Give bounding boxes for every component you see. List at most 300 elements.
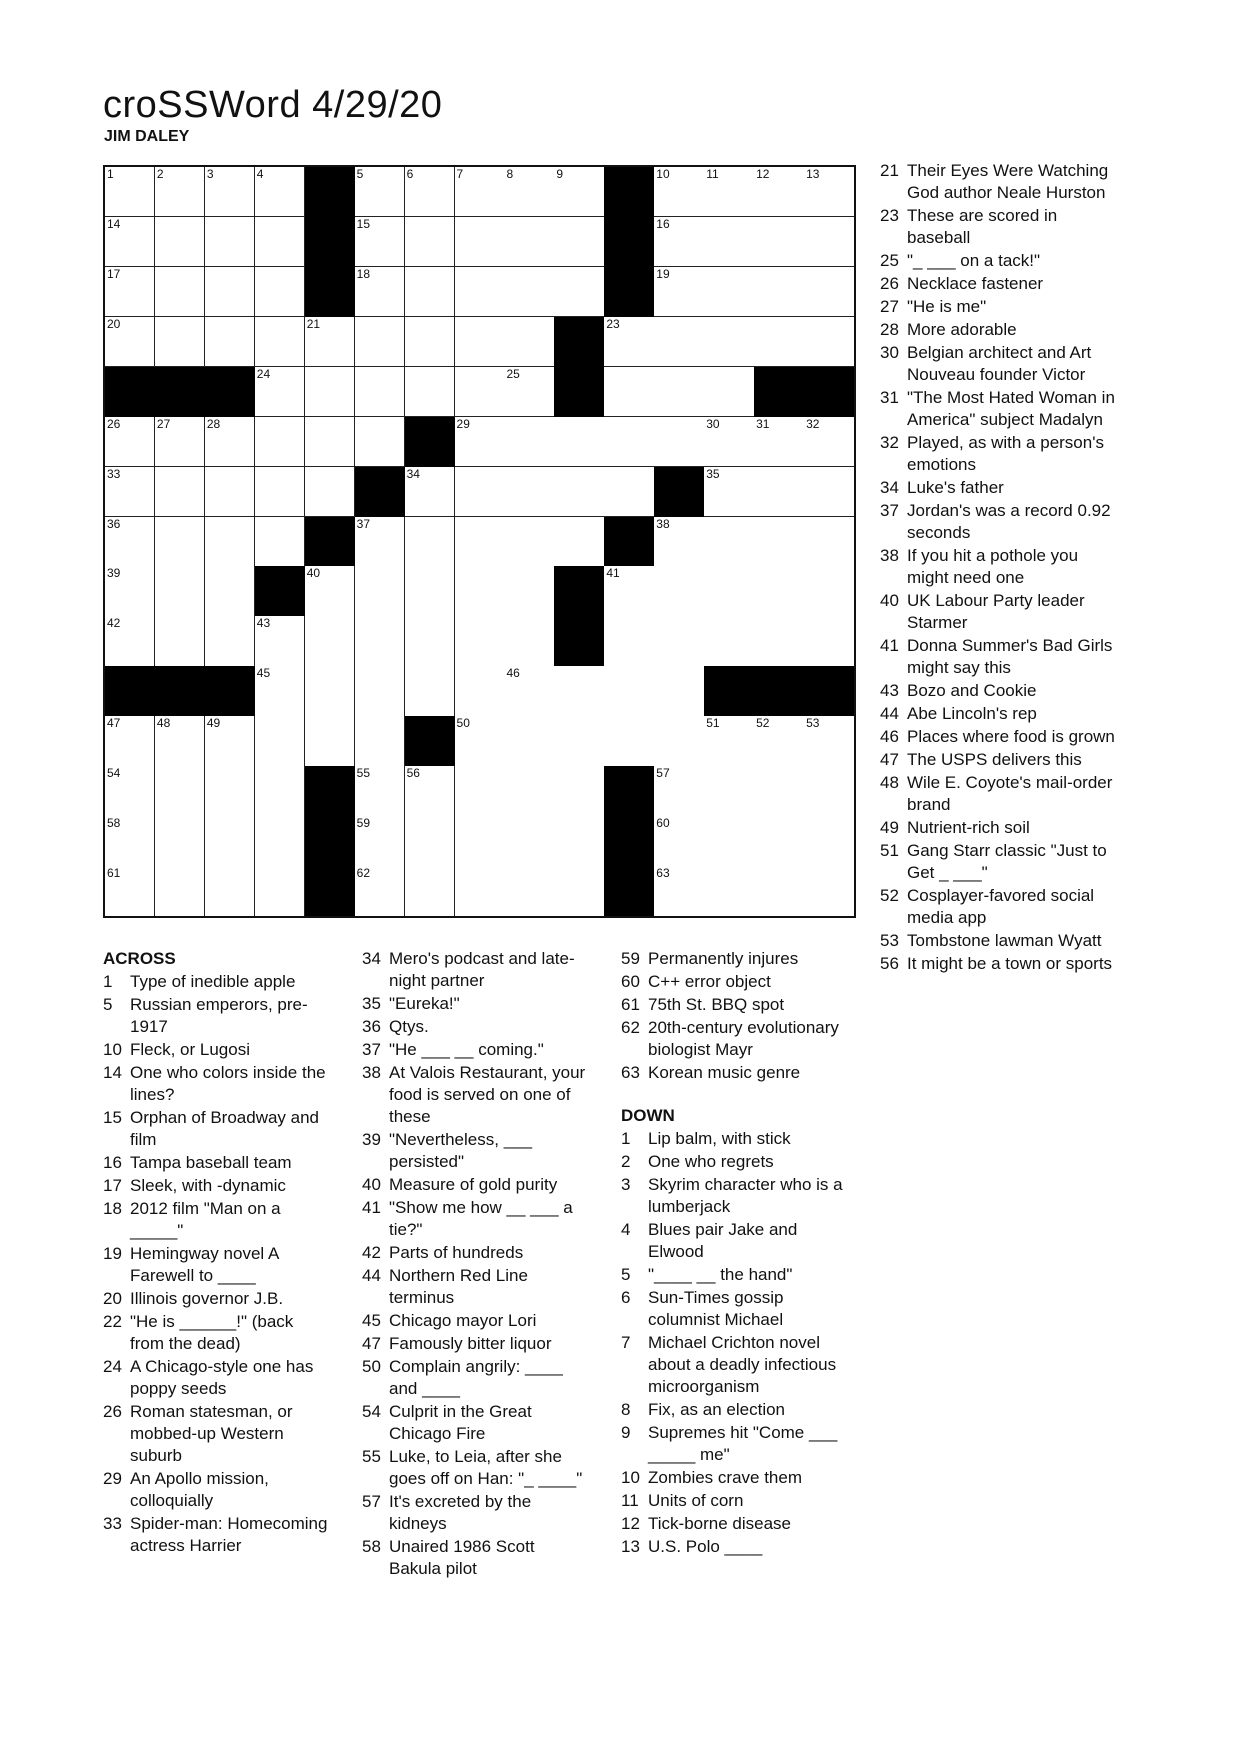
- grid-cell[interactable]: [255, 517, 305, 567]
- grid-cell[interactable]: [405, 766, 455, 816]
- grid-cell[interactable]: [355, 217, 405, 267]
- clue-item: [880, 250, 1115, 272]
- clue-item: [103, 1243, 328, 1287]
- clue-text: It's excreted by the kidneys: [389, 1492, 532, 1533]
- grid-cell[interactable]: [155, 217, 205, 267]
- clue-item: [880, 749, 1115, 771]
- grid-block: [205, 367, 255, 417]
- clue-text: 20th-century evolutionary biologist Mayr: [648, 1018, 839, 1059]
- grid-cell[interactable]: [205, 766, 255, 816]
- clue-item: [103, 1311, 328, 1355]
- grid-block: [754, 666, 804, 716]
- grid-cell[interactable]: [704, 716, 754, 766]
- grid-cell[interactable]: [405, 267, 455, 317]
- grid-cell[interactable]: [155, 716, 205, 766]
- grid-cell[interactable]: [754, 467, 804, 517]
- grid-cell[interactable]: [105, 467, 155, 517]
- grid-cell[interactable]: [804, 267, 854, 317]
- grid-cell[interactable]: [405, 866, 455, 916]
- grid-cell[interactable]: [504, 666, 554, 716]
- grid-cell[interactable]: [754, 317, 804, 367]
- grid-cell[interactable]: [804, 217, 854, 267]
- clue-item: [621, 1287, 856, 1331]
- grid-cell[interactable]: [804, 317, 854, 367]
- grid-cell[interactable]: [205, 517, 255, 567]
- grid-block: [405, 716, 455, 766]
- clue-number: 26: [103, 1402, 122, 1421]
- grid-cell[interactable]: [654, 566, 704, 616]
- grid-block: [305, 217, 355, 267]
- cell-number: 48: [156, 716, 171, 731]
- grid-cell[interactable]: [804, 716, 854, 766]
- grid-cell[interactable]: [504, 267, 554, 317]
- grid-cell[interactable]: [355, 866, 405, 916]
- grid-cell[interactable]: [754, 816, 804, 866]
- clue-item: [103, 971, 328, 993]
- grid-cell[interactable]: [155, 417, 205, 467]
- grid-cell[interactable]: [804, 467, 854, 517]
- grid-cell[interactable]: [255, 766, 305, 816]
- grid-cell[interactable]: [205, 167, 255, 217]
- grid-cell[interactable]: [554, 267, 604, 317]
- clue-number: 29: [103, 1469, 122, 1488]
- grid-cell[interactable]: [704, 766, 754, 816]
- clue-item: [362, 1016, 587, 1038]
- clue-number: 12: [621, 1514, 640, 1533]
- grid-cell[interactable]: [155, 467, 205, 517]
- grid-cell[interactable]: [255, 267, 305, 317]
- clue-text: "He ___ __ coming.": [389, 1040, 544, 1059]
- cell-number: 55: [356, 766, 371, 781]
- clue-item: [362, 1491, 587, 1535]
- cell-number: 6: [406, 167, 414, 181]
- clue-item: [621, 1399, 856, 1421]
- clue-item: [880, 817, 1115, 839]
- clue-number: 6: [621, 1288, 631, 1307]
- clue-text: Luke, to Leia, after she goes off on Han: "_ ____": [389, 1447, 583, 1488]
- grid-cell[interactable]: [604, 417, 654, 467]
- grid-cell[interactable]: [455, 317, 505, 367]
- grid-cell[interactable]: [604, 616, 654, 666]
- grid-cell[interactable]: [504, 716, 554, 766]
- cell-number: 18: [356, 266, 371, 281]
- grid-cell[interactable]: [305, 616, 355, 666]
- grid-cell[interactable]: [455, 816, 505, 866]
- cell-number: 45: [256, 666, 271, 681]
- grid-cell[interactable]: [504, 217, 554, 267]
- grid-cell[interactable]: [405, 666, 455, 716]
- grid-cell[interactable]: [704, 217, 754, 267]
- grid-cell[interactable]: [455, 167, 505, 217]
- grid-block: [554, 566, 604, 616]
- clue-number: 57: [362, 1492, 381, 1511]
- grid-cell[interactable]: [305, 566, 355, 616]
- grid-cell[interactable]: [305, 666, 355, 716]
- clue-item: [362, 948, 587, 992]
- clue-text: Luke's father: [907, 478, 1004, 497]
- grid-cell[interactable]: [255, 716, 305, 766]
- grid-cell[interactable]: [405, 517, 455, 567]
- grid-cell[interactable]: [255, 666, 305, 716]
- grid-cell[interactable]: [155, 167, 205, 217]
- grid-cell[interactable]: [654, 666, 704, 716]
- grid-cell[interactable]: [754, 167, 804, 217]
- clue-item: [103, 1288, 328, 1310]
- clue-number: 17: [103, 1176, 122, 1195]
- grid-cell[interactable]: [554, 417, 604, 467]
- grid-cell[interactable]: [155, 517, 205, 567]
- grid-cell[interactable]: [554, 517, 604, 567]
- grid-block: [754, 367, 804, 417]
- grid-cell[interactable]: [105, 816, 155, 866]
- grid-cell[interactable]: [355, 666, 405, 716]
- clue-number: 34: [362, 949, 381, 968]
- grid-cell[interactable]: [754, 716, 804, 766]
- grid-cell[interactable]: [804, 766, 854, 816]
- clue-text: Their Eyes Were Watching God author Neale Hurston: [907, 161, 1109, 202]
- grid-cell[interactable]: [654, 367, 704, 417]
- grid-cell[interactable]: [504, 616, 554, 666]
- grid-cell[interactable]: [654, 167, 704, 217]
- grid-cell[interactable]: [105, 566, 155, 616]
- clue-text: Unaired 1986 Scott Bakula pilot: [389, 1537, 535, 1578]
- grid-cell[interactable]: [604, 317, 654, 367]
- grid-cell[interactable]: [105, 517, 155, 567]
- grid-cell[interactable]: [704, 367, 754, 417]
- grid-cell[interactable]: [554, 167, 604, 217]
- clue-item: [362, 1265, 587, 1309]
- clue-text: The USPS delivers this: [907, 750, 1082, 769]
- grid-cell[interactable]: [554, 666, 604, 716]
- grid-cell[interactable]: [754, 866, 804, 916]
- grid-cell[interactable]: [105, 866, 155, 916]
- grid-cell[interactable]: [355, 517, 405, 567]
- grid-cell[interactable]: [604, 716, 654, 766]
- grid-cell[interactable]: [604, 566, 654, 616]
- grid-cell[interactable]: [105, 616, 155, 666]
- cell-number: 7: [456, 167, 464, 181]
- clue-text: Wile E. Coyote's mail-order brand: [907, 773, 1113, 814]
- grid-cell[interactable]: [205, 616, 255, 666]
- grid-cell[interactable]: [754, 217, 804, 267]
- cell-number: 58: [107, 816, 121, 831]
- grid-cell[interactable]: [754, 517, 804, 567]
- clue-number: 36: [362, 1017, 381, 1036]
- grid-cell[interactable]: [754, 766, 804, 816]
- grid-cell[interactable]: [405, 616, 455, 666]
- grid-cell[interactable]: [654, 616, 704, 666]
- grid-cell[interactable]: [205, 317, 255, 367]
- grid-cell[interactable]: [355, 267, 405, 317]
- clue-text: "Show me how __ ___ a tie?": [389, 1198, 573, 1239]
- cell-number: 25: [506, 366, 520, 381]
- grid-cell[interactable]: [754, 566, 804, 616]
- grid-cell[interactable]: [504, 766, 554, 816]
- clue-number: 41: [880, 636, 899, 655]
- grid-cell[interactable]: [754, 267, 804, 317]
- grid-cell[interactable]: [255, 217, 305, 267]
- clue-number: 52: [880, 886, 899, 905]
- grid-cell[interactable]: [455, 467, 505, 517]
- grid-cell[interactable]: [105, 716, 155, 766]
- clue-number: 28: [880, 320, 899, 339]
- grid-cell[interactable]: [554, 716, 604, 766]
- clue-text: "The Most Hated Woman in America" subject Madalyn: [907, 388, 1115, 429]
- grid-block: [604, 267, 654, 317]
- grid-cell[interactable]: [405, 816, 455, 866]
- grid-cell[interactable]: [504, 517, 554, 567]
- grid-cell[interactable]: [455, 367, 505, 417]
- grid-cell[interactable]: [155, 766, 205, 816]
- grid-cell[interactable]: [504, 467, 554, 517]
- grid-cell[interactable]: [455, 267, 505, 317]
- cell-number: 38: [656, 516, 670, 531]
- grid-cell[interactable]: [405, 167, 455, 217]
- grid-cell[interactable]: [255, 167, 305, 217]
- clue-item: [103, 1198, 328, 1242]
- clue-item: [880, 703, 1115, 725]
- grid-cell[interactable]: [704, 616, 754, 666]
- grid-cell[interactable]: [654, 816, 704, 866]
- grid-cell[interactable]: [355, 766, 405, 816]
- clue-item: [103, 1401, 328, 1467]
- grid-cell[interactable]: [205, 866, 255, 916]
- grid-cell[interactable]: [654, 517, 704, 567]
- grid-cell[interactable]: [654, 866, 704, 916]
- clue-number: 40: [362, 1175, 381, 1194]
- clue-number: 48: [880, 773, 899, 792]
- grid-cell[interactable]: [105, 267, 155, 317]
- clue-number: 32: [880, 433, 899, 452]
- grid-cell[interactable]: [355, 816, 405, 866]
- clue-text: Fleck, or Lugosi: [130, 1040, 250, 1059]
- grid-cell[interactable]: [504, 866, 554, 916]
- grid-cell[interactable]: [255, 866, 305, 916]
- clue-item: [362, 1039, 587, 1061]
- grid-cell[interactable]: [704, 417, 754, 467]
- grid-cell[interactable]: [554, 866, 604, 916]
- grid-cell[interactable]: [355, 417, 405, 467]
- grid-cell[interactable]: [205, 467, 255, 517]
- grid-cell[interactable]: [255, 616, 305, 666]
- grid-cell[interactable]: [255, 816, 305, 866]
- grid-cell[interactable]: [455, 766, 505, 816]
- cell-number: 11: [706, 167, 719, 181]
- grid-cell[interactable]: [455, 417, 505, 467]
- grid-cell[interactable]: [205, 566, 255, 616]
- grid-cell[interactable]: [654, 317, 704, 367]
- clue-text: Tombstone lawman Wyatt: [907, 931, 1102, 950]
- grid-cell[interactable]: [105, 417, 155, 467]
- grid-cell[interactable]: [405, 217, 455, 267]
- grid-cell[interactable]: [205, 267, 255, 317]
- grid-cell[interactable]: [504, 367, 554, 417]
- grid-block: [704, 666, 754, 716]
- grid-cell[interactable]: [804, 517, 854, 567]
- grid-cell[interactable]: [255, 317, 305, 367]
- cell-number: 29: [456, 416, 470, 431]
- grid-cell[interactable]: [804, 566, 854, 616]
- grid-cell[interactable]: [455, 517, 505, 567]
- grid-block: [255, 566, 305, 616]
- grid-cell[interactable]: [654, 716, 704, 766]
- grid-block: [604, 816, 654, 866]
- grid-cell[interactable]: [704, 866, 754, 916]
- grid-cell[interactable]: [205, 217, 255, 267]
- grid-block: [604, 517, 654, 567]
- grid-cell[interactable]: [105, 766, 155, 816]
- grid-cell[interactable]: [504, 317, 554, 367]
- grid-cell[interactable]: [704, 467, 754, 517]
- grid-cell[interactable]: [405, 317, 455, 367]
- clue-text: Mero's podcast and late-night partner: [389, 949, 575, 990]
- grid-block: [305, 816, 355, 866]
- grid-cell[interactable]: [455, 666, 505, 716]
- grid-cell[interactable]: [155, 816, 205, 866]
- grid-cell[interactable]: [205, 417, 255, 467]
- grid-cell[interactable]: [155, 317, 205, 367]
- grid-cell[interactable]: [455, 866, 505, 916]
- grid-block: [155, 666, 205, 716]
- grid-cell[interactable]: [554, 467, 604, 517]
- clue-item: [880, 477, 1115, 499]
- grid-cell[interactable]: [504, 566, 554, 616]
- grid-cell[interactable]: [804, 417, 854, 467]
- clue-text: Hemingway novel A Farewell to ____: [130, 1244, 279, 1285]
- grid-cell[interactable]: [405, 467, 455, 517]
- grid-cell[interactable]: [455, 217, 505, 267]
- grid-cell[interactable]: [554, 816, 604, 866]
- grid-cell[interactable]: [455, 616, 505, 666]
- grid-cell[interactable]: [255, 367, 305, 417]
- cell-number: 33: [107, 466, 121, 481]
- clue-text: Places where food is grown: [907, 727, 1115, 746]
- grid-cell[interactable]: [355, 367, 405, 417]
- grid-cell[interactable]: [305, 367, 355, 417]
- clue-text: Tampa baseball team: [130, 1153, 292, 1172]
- grid-cell[interactable]: [504, 417, 554, 467]
- grid-cell[interactable]: [704, 317, 754, 367]
- clue-text: Cosplayer-favored social media app: [907, 886, 1095, 927]
- grid-cell[interactable]: [155, 566, 205, 616]
- grid-cell[interactable]: [305, 467, 355, 517]
- clue-text: A Chicago-style one has poppy seeds: [130, 1357, 314, 1398]
- grid-cell[interactable]: [604, 467, 654, 517]
- grid-cell[interactable]: [305, 716, 355, 766]
- clue-number: 19: [103, 1244, 122, 1263]
- clue-item: [362, 1062, 587, 1128]
- grid-cell[interactable]: [754, 616, 804, 666]
- grid-block: [305, 866, 355, 916]
- grid-cell[interactable]: [155, 267, 205, 317]
- grid-cell[interactable]: [455, 566, 505, 616]
- grid-cell[interactable]: [804, 866, 854, 916]
- grid-block: [804, 367, 854, 417]
- clue-number: 5: [103, 995, 113, 1014]
- grid-cell[interactable]: [804, 616, 854, 666]
- grid-cell[interactable]: [355, 566, 405, 616]
- clue-number: 51: [880, 841, 899, 860]
- cell-number: 30: [706, 416, 720, 431]
- clue-number: 37: [362, 1040, 381, 1059]
- grid-cell[interactable]: [355, 716, 405, 766]
- grid-cell[interactable]: [355, 616, 405, 666]
- grid-cell[interactable]: [754, 417, 804, 467]
- clue-number: 14: [103, 1063, 122, 1082]
- clue-number: 56: [880, 954, 899, 973]
- grid-cell[interactable]: [504, 167, 554, 217]
- grid-cell[interactable]: [205, 816, 255, 866]
- clue-number: 61: [621, 995, 640, 1014]
- grid-cell[interactable]: [604, 666, 654, 716]
- grid-cell[interactable]: [405, 367, 455, 417]
- grid-cell[interactable]: [504, 816, 554, 866]
- clue-number: 16: [103, 1153, 122, 1172]
- grid-cell[interactable]: [704, 167, 754, 217]
- clue-number: 9: [621, 1423, 631, 1442]
- grid-cell[interactable]: [355, 317, 405, 367]
- cell-number: 15: [356, 216, 371, 231]
- grid-cell[interactable]: [105, 317, 155, 367]
- clue-text: Russian emperors, pre-1917: [130, 995, 308, 1036]
- grid-cell[interactable]: [804, 167, 854, 217]
- grid-cell[interactable]: [654, 267, 704, 317]
- grid-cell[interactable]: [704, 816, 754, 866]
- grid-cell[interactable]: [654, 766, 704, 816]
- grid-cell[interactable]: [604, 367, 654, 417]
- grid-cell[interactable]: [455, 716, 505, 766]
- grid-cell[interactable]: [654, 217, 704, 267]
- grid-cell[interactable]: [704, 517, 754, 567]
- clue-item: [103, 1062, 328, 1106]
- grid-cell[interactable]: [405, 566, 455, 616]
- cell-number: 17: [107, 266, 121, 281]
- clue-item: [880, 273, 1115, 295]
- clue-number: 1: [103, 972, 113, 991]
- crossword-grid: [103, 165, 856, 918]
- clue-text: If you hit a pothole you might need one: [907, 546, 1079, 587]
- clue-item: [103, 1513, 328, 1557]
- grid-cell[interactable]: [804, 816, 854, 866]
- grid-cell[interactable]: [105, 217, 155, 267]
- clue-text: Sun-Times gossip columnist Michael: [648, 1288, 784, 1329]
- grid-cell[interactable]: [554, 766, 604, 816]
- grid-cell[interactable]: [355, 167, 405, 217]
- clue-text: Blues pair Jake and Elwood: [648, 1220, 798, 1261]
- clue-item: [621, 1062, 856, 1084]
- grid-block: [105, 367, 155, 417]
- clue-number: 38: [362, 1063, 381, 1082]
- grid-cell[interactable]: [554, 217, 604, 267]
- clue-item: [621, 1174, 856, 1218]
- grid-cell[interactable]: [255, 417, 305, 467]
- grid-cell[interactable]: [155, 866, 205, 916]
- clue-item: [103, 1107, 328, 1151]
- grid-cell[interactable]: [155, 616, 205, 666]
- grid-block: [155, 367, 205, 417]
- grid-block: [604, 866, 654, 916]
- grid-cell[interactable]: [305, 417, 355, 467]
- grid-cell[interactable]: [305, 317, 355, 367]
- cell-number: 54: [107, 766, 121, 781]
- grid-cell[interactable]: [704, 267, 754, 317]
- grid-cell[interactable]: [105, 167, 155, 217]
- clue-item: [880, 726, 1115, 748]
- grid-cell[interactable]: [255, 467, 305, 517]
- grid-cell[interactable]: [654, 417, 704, 467]
- grid-cell[interactable]: [704, 566, 754, 616]
- grid-cell[interactable]: [205, 716, 255, 766]
